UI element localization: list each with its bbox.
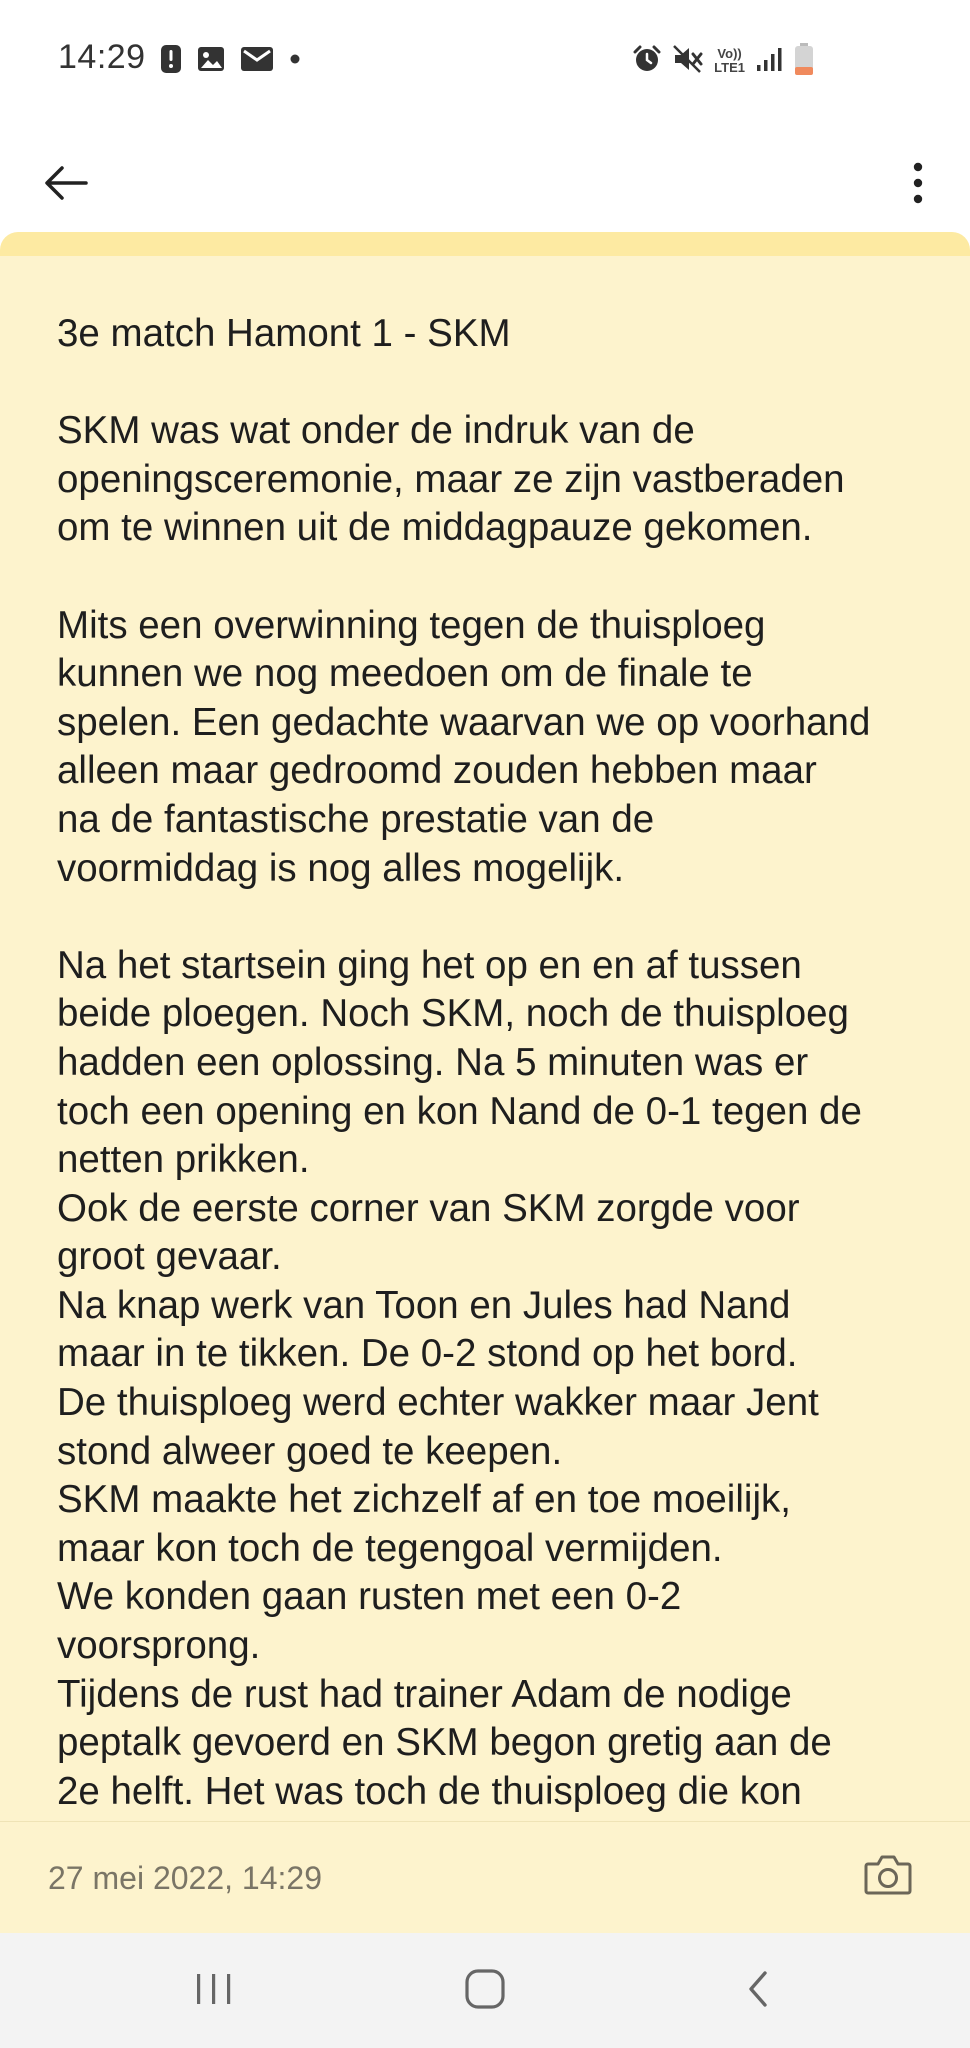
note-line: om te winnen uit de middagpauze gekomen. xyxy=(57,506,813,550)
dot-icon xyxy=(288,52,302,71)
note-line: spelen. Een gedachte waarvan we op voorhand xyxy=(57,700,871,744)
status-time: 14:29 xyxy=(58,38,146,76)
recents-icon xyxy=(194,1971,234,2012)
camera-icon xyxy=(863,1852,913,1901)
camera-button[interactable] xyxy=(858,1848,918,1904)
note-line: voorsprong. xyxy=(57,1624,261,1668)
arrow-left-icon xyxy=(44,165,88,206)
status-bar xyxy=(0,0,970,120)
note-top-strip xyxy=(0,232,970,258)
home-button[interactable] xyxy=(455,1963,515,2019)
nav-back-icon xyxy=(743,1969,773,2014)
more-options-button[interactable] xyxy=(888,140,948,230)
note-line: maar in te tikken. De 0-2 stond op het bord. xyxy=(57,1332,798,1376)
note-line: hadden een oplossing. Na 5 minuten was er xyxy=(57,1040,809,1084)
note-line: kunnen we nog meedoen om de finale te xyxy=(57,652,753,696)
note-line: stond alweer goed te keepen. xyxy=(57,1429,563,1473)
recents-button[interactable] xyxy=(184,1963,244,2019)
status-left-icons xyxy=(160,44,302,78)
mute-icon xyxy=(672,44,704,79)
alert-icon xyxy=(160,44,182,79)
note-line: We konden gaan rusten met een 0-2 xyxy=(57,1575,682,1619)
note-line: Mits een overwinning tegen de thuisploeg xyxy=(57,603,766,647)
note-body[interactable] xyxy=(0,256,970,1821)
note-line: Na het startsein ging het op en en af tussen xyxy=(57,943,802,987)
note-line: maar kon toch de tegengoal vermijden. xyxy=(57,1526,723,1570)
signal-icon xyxy=(755,45,783,78)
note-line: na de fantastische prestatie van de xyxy=(57,797,655,841)
nav-back-button[interactable] xyxy=(728,1963,788,2019)
more-vert-icon xyxy=(912,162,924,209)
blank-line xyxy=(57,553,937,602)
note-line: SKM was wat onder de indruk van de xyxy=(57,409,695,453)
note-line: SKM maakte het zichzelf af en toe moeilijk, xyxy=(57,1478,791,1522)
note-date: 27 mei 2022, 14:29 xyxy=(48,1860,322,1896)
note-line: toch een opening en kon Nand de 0-1 tegen de xyxy=(57,1089,862,1133)
battery-icon xyxy=(793,42,815,81)
back-button[interactable] xyxy=(36,140,96,230)
volte-icon xyxy=(714,47,745,75)
alarm-icon xyxy=(632,44,662,79)
note-text[interactable] xyxy=(57,310,937,1816)
home-icon xyxy=(464,1968,506,2015)
note-line: groot gevaar. xyxy=(57,1235,282,1279)
note-line: Tijdens de rust had trainer Adam de nodige xyxy=(57,1672,792,1716)
blank-line xyxy=(57,359,937,408)
note-title: 3e match Hamont 1 - SKM xyxy=(57,312,511,355)
note-line: beide ploegen. Noch SKM, noch de thuisploeg xyxy=(57,992,849,1036)
status-right-icons xyxy=(632,44,815,78)
blank-line xyxy=(57,893,937,942)
note-line: peptalk gevoerd en SKM begon gretig aan de xyxy=(57,1721,832,1765)
note-line: netten prikken. xyxy=(57,1138,310,1182)
note-line: openingsceremonie, maar ze zijn vastberaden xyxy=(57,457,845,501)
volte-label-bottom: LTE1 xyxy=(714,60,745,75)
volte-label-top: Vo)) xyxy=(717,46,742,61)
mail-icon xyxy=(240,45,274,78)
image-icon xyxy=(196,44,226,79)
navigation-bar xyxy=(0,1933,970,2048)
note-line: voormiddag is nog alles mogelijk. xyxy=(57,846,625,890)
note-footer xyxy=(0,1821,970,1934)
note-line: 2e helft. Het was toch de thuisploeg die kon xyxy=(57,1769,802,1813)
note-line: Na knap werk van Toon en Jules had Nand xyxy=(57,1283,791,1327)
note-line: Ook de eerste corner van SKM zorgde voor xyxy=(57,1186,800,1230)
note-line: De thuisploeg werd echter wakker maar Jent xyxy=(57,1381,819,1425)
note-line: alleen maar gedroomd zouden hebben maar xyxy=(57,749,817,793)
